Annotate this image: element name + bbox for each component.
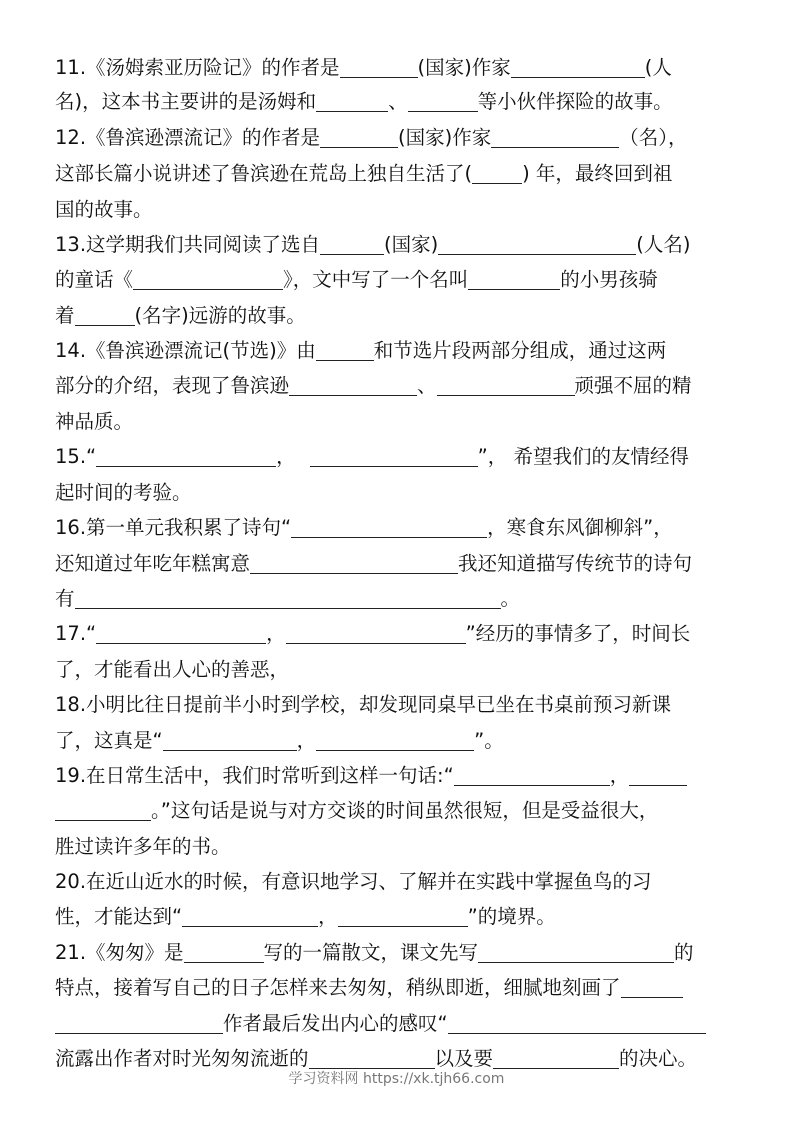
q19-line-1: 19.在日常生活中，我们时常听到这样一句话:“ ，	[55, 762, 745, 790]
answer-blank[interactable]	[468, 269, 560, 290]
q12-line-3: 国的故事。	[55, 198, 153, 221]
q17-line-2: 了，才能看出人心的善恶，	[55, 658, 290, 681]
answer-blank[interactable]	[408, 91, 478, 112]
answer-blank[interactable]	[289, 375, 417, 396]
q12-line-1: 12.《鲁滨逊漂流记》的作者是 (国家)作家 （名），	[55, 126, 688, 149]
q17-line-1: 17.“ ， ”经历的事情多了，时间长	[55, 622, 691, 645]
answer-blank[interactable]	[286, 623, 466, 644]
q21-line-2: 特点，接着写自己的日子怎样来去匆匆，稍纵即逝，细腻地刻画了	[55, 974, 745, 1002]
q14-line-1: 14.《鲁滨逊漂流记(节选)》由 和节选片段两部分组成，通过这两	[55, 339, 667, 362]
answer-blank[interactable]	[55, 800, 151, 821]
q12-line-2: 这部长篇小说讲述了鲁滨逊在荒岛上独自生活了( ) 年，最终回到祖	[55, 162, 673, 185]
answer-blank[interactable]	[310, 446, 478, 467]
answer-blank[interactable]	[55, 1013, 223, 1034]
q11-line-1: 11.《汤姆索亚历险记》的作者是 (国家)作家 (人	[55, 56, 672, 79]
answer-blank[interactable]	[96, 446, 276, 467]
q16-line-1: 16.第一单元我积累了诗句“ ，寒食东风御柳斜”，	[55, 516, 673, 539]
answer-blank[interactable]	[250, 553, 458, 574]
answer-blank[interactable]	[184, 942, 264, 963]
q18-line-2: 了，这真是“ ， ”。	[55, 729, 504, 752]
q21-line-1: 21.《匆匆》是 写的一篇散文，课文先写 的	[55, 941, 694, 964]
answer-blank[interactable]	[316, 91, 388, 112]
q16-line-2: 还知道过年吃年糕寓意 我还知道描写传统节的诗句	[55, 552, 693, 575]
q20-line-1: 20.在近山近水的时候，有意识地学习、了解并在实践中掌握鱼鸟的习	[55, 870, 652, 893]
answer-blank[interactable]	[182, 906, 318, 927]
answer-blank[interactable]	[491, 127, 619, 148]
answer-blank[interactable]	[291, 517, 487, 538]
footer-watermark: 学习资料网 https://xk.tjh66.com	[288, 1071, 505, 1087]
answer-blank[interactable]	[96, 623, 266, 644]
answer-blank[interactable]	[316, 730, 474, 751]
q16-line-3: 有 。	[55, 587, 521, 610]
answer-blank[interactable]	[438, 234, 636, 255]
answer-blank[interactable]	[75, 588, 501, 609]
answer-blank[interactable]	[320, 234, 384, 255]
answer-blank[interactable]	[629, 765, 687, 786]
answer-blank[interactable]	[472, 163, 522, 184]
q15-line-2: 起时间的考验。	[55, 481, 192, 504]
answer-blank[interactable]	[621, 977, 683, 998]
answer-blank[interactable]	[75, 305, 135, 326]
answer-blank[interactable]	[338, 906, 468, 927]
answer-blank[interactable]	[340, 57, 418, 78]
q13-line-2: 的童话《 》，文中写了一个名叫 的小男孩骑	[55, 268, 658, 291]
answer-blank[interactable]	[454, 765, 610, 786]
q21-line-4: 流露出作者对时光匆匆流逝的 以及要 的决心。	[55, 1047, 698, 1070]
answer-blank[interactable]	[511, 57, 645, 78]
q11-line-2: 名)，这本书主要讲的是汤姆和 、 等小伙伴探险的故事。	[55, 90, 673, 113]
q13-line-1: 13.这学期我们共同阅读了选自 (国家) (人名)	[55, 233, 691, 256]
q15-line-1: 15.“ ， ”， 希望我们的友情经得	[55, 445, 689, 468]
answer-blank[interactable]	[163, 730, 297, 751]
answer-blank[interactable]	[320, 127, 398, 148]
q18-line-1: 18.小明比往日提前半小时到学校，却发现同桌早已坐在书桌前预习新课	[55, 693, 672, 716]
q14-line-2: 部分的介绍，表现了鲁滨逊 、 顽强不屈的精	[55, 374, 692, 397]
q13-line-3: 着 (名字)远游的故事。	[55, 304, 306, 327]
answer-blank[interactable]	[448, 1013, 706, 1034]
answer-blank[interactable]	[493, 1048, 619, 1069]
answer-blank[interactable]	[309, 1048, 435, 1069]
q20-line-2: 性，才能达到“ ， ”的境界。	[55, 905, 556, 928]
answer-blank[interactable]	[478, 942, 674, 963]
q19-line-3: 胜过读许多年的书。	[55, 835, 231, 858]
answer-blank[interactable]	[437, 375, 575, 396]
q21-line-3: 作者最后发出内心的感叹“	[55, 1010, 745, 1038]
answer-blank[interactable]	[133, 269, 283, 290]
q14-line-3: 神品质。	[55, 410, 134, 433]
q19-line-2: 。”这句话是说与对方交谈的时间虽然很短，但是受益很大，	[55, 797, 745, 825]
answer-blank[interactable]	[316, 340, 374, 361]
